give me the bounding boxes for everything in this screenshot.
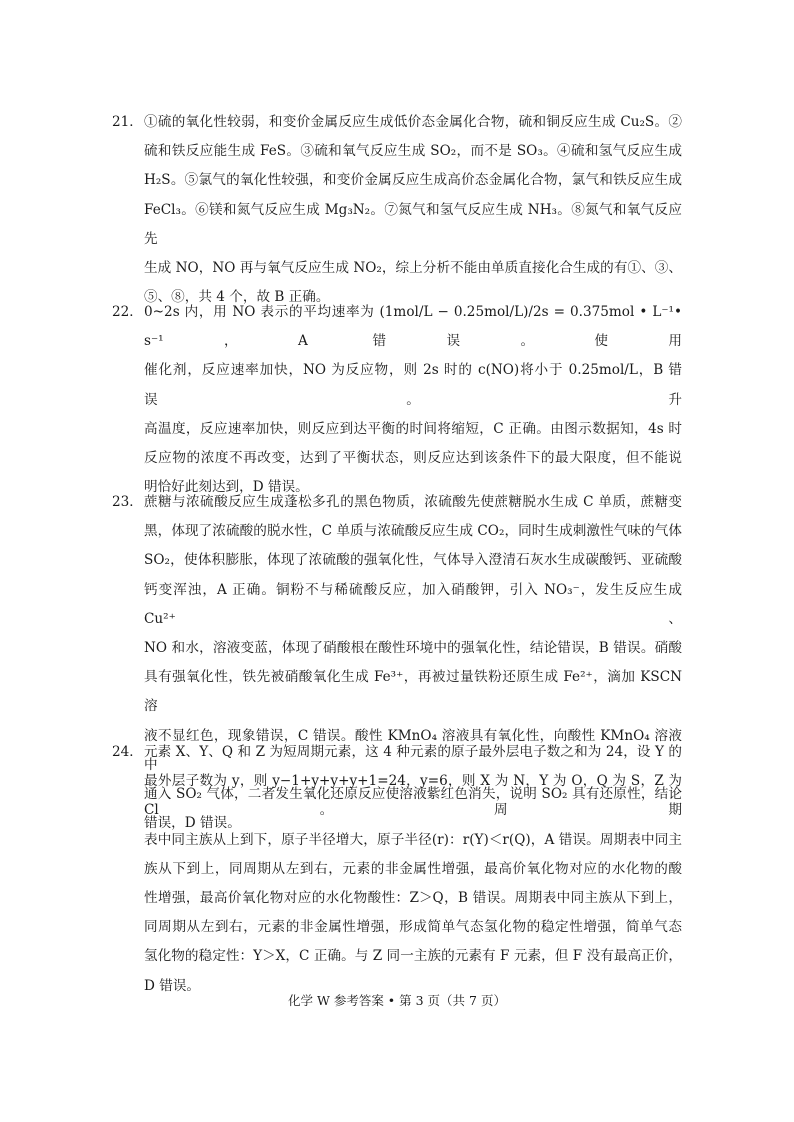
page-footer: 化学 W 参考答案 • 第 3 页（共 7 页）	[288, 993, 506, 1008]
text-line: 表中同主族从上到下，原子半径增大，原子半径(r)：r(Y)＜r(Q)，A 错误。周期表中同主	[144, 831, 682, 848]
text-line: D 错误。	[144, 977, 201, 994]
question-number: 23．	[112, 494, 143, 510]
text-line: 0~2s 内，用 NO 表示的平均速率为 (1mol/L − 0.25mol/L)/2s = 0.375mol • L⁻¹• s⁻¹，A 错误。使用	[144, 304, 682, 350]
answer-text	[144, 738, 682, 1001]
text-line: 明恰好此刻达到，D 错误。	[144, 479, 309, 496]
text-line: 具有强氧化性，铁先被硝酸氧化生成 Fe³⁺，再被过量铁粉还原生成 Fe²⁺，滴加 KSCN 溶	[144, 669, 682, 715]
question-number: 21．	[112, 114, 143, 130]
text-line: 同周期从左到右，元素的非金属性增强，形成简单气态氢化物的稳定性增强，简单气态	[144, 919, 682, 936]
text-line: 生成 NO，NO 再与氧气反应生成 NO₂，综上分析不能由单质直接化合生成的有①、③、	[144, 260, 682, 277]
text-line: 硫和铁反应能生成 FeS。③硫和氧气反应生成 SO₂，而不是 SO₃。④硫和氢气反应生成	[144, 143, 682, 160]
answer-21	[112, 108, 682, 312]
text-line: 蔗糖与浓硫酸反应生成蓬松多孔的黑色物质，浓硫酸先使蔗糖脱水生成 C 单质，蔗糖变	[144, 494, 682, 510]
text-line: 液不显红色，现象错误，C 错误。酸性 KMnO₄ 溶液具有氧化性，向酸性 KMnO₄ 溶液中	[144, 727, 682, 773]
text-line: 通入 SO₂ 气体，二者发生氧化还原反应使溶液紫红色消失，说明 SO₂ 具有还原性，结论	[144, 786, 682, 803]
question-number: 22．	[112, 304, 143, 320]
text-line: 氢化物的稳定性：Y＞X，C 正确。与 Z 同一主族的元素有 F 元素，但 F 没有最高正价，	[144, 948, 682, 965]
question-number: 24．	[112, 744, 143, 760]
text-line: SO₂，使体积膨胀，体现了浓硫酸的强氧化性，气体导入澄清石灰水生成碳酸钙、亚硫酸	[144, 552, 682, 569]
text-line: 错误，D 错误。	[144, 815, 241, 832]
text-line: H₂S。⑤氯气的氧化性较强，和变价金属反应生成高价态金属化合物，氯气和铁反应生成	[144, 172, 682, 189]
text-line: 钙变浑浊，A 正确。铜粉不与稀硫酸反应，加入硝酸钾，引入 NO₃⁻，发生反应生成 Cu²⁺、	[144, 581, 682, 627]
text-line: 反应物的浓度不再改变，达到了平衡状态，则反应达到该条件下的最大限度，但不能说	[144, 450, 682, 467]
text-line: NO 和水，溶液变蓝，体现了硝酸根在酸性环境中的强氧化性，结论错误，B 错误。硝酸	[144, 640, 682, 657]
text-line: 高温度，反应速率加快，则反应到达平衡的时间将缩短，C 正确。由图示数据知，4s 时	[144, 420, 682, 437]
answer-text	[144, 108, 682, 312]
text-line: 最外层子数为 y，则 y−1+y+y+y+1=24，y=6，则 X 为 N，Y 为 O，Q 为 S，Z 为 Cl。周期	[144, 773, 682, 819]
answer-text	[144, 298, 682, 502]
text-line: 族从下到上，同周期从左到右，元素的非金属性增强，最高价氧化物对应的水化物的酸	[144, 860, 682, 877]
answer-22	[112, 298, 682, 502]
text-line: ①硫的氧化性较弱，和变价金属反应生成低价态金属化合物，硫和铜反应生成 Cu₂S。②	[144, 114, 682, 130]
answer-24	[112, 738, 682, 1001]
text-line: 催化剂，反应速率加快，NO 为反应物，则 2s 时的 c(NO)将小于 0.25mol/L，B 错误。升	[144, 362, 682, 408]
text-line: 性增强，最高价氧化物对应的水化物酸性：Z＞Q，B 错误。周期表中同主族从下到上，	[144, 890, 682, 907]
text-line: FeCl₃。⑥镁和氮气反应生成 Mg₃N₂。⑦氮气和氢气反应生成 NH₃。⑧氮气和氧气反应先	[144, 201, 682, 247]
text-line: ⑤、⑧，共 4 个，故 B 正确。	[144, 289, 330, 306]
text-line: 元素 X、Y、Q 和 Z 为短周期元素，这 4 种元素的原子最外层电子数之和为 24，设 Y 的	[144, 744, 682, 760]
text-line: 黑，体现了浓硫酸的脱水性，C 单质与浓硫酸反应生成 CO₂，同时生成刺激性气味的气体	[144, 523, 682, 540]
